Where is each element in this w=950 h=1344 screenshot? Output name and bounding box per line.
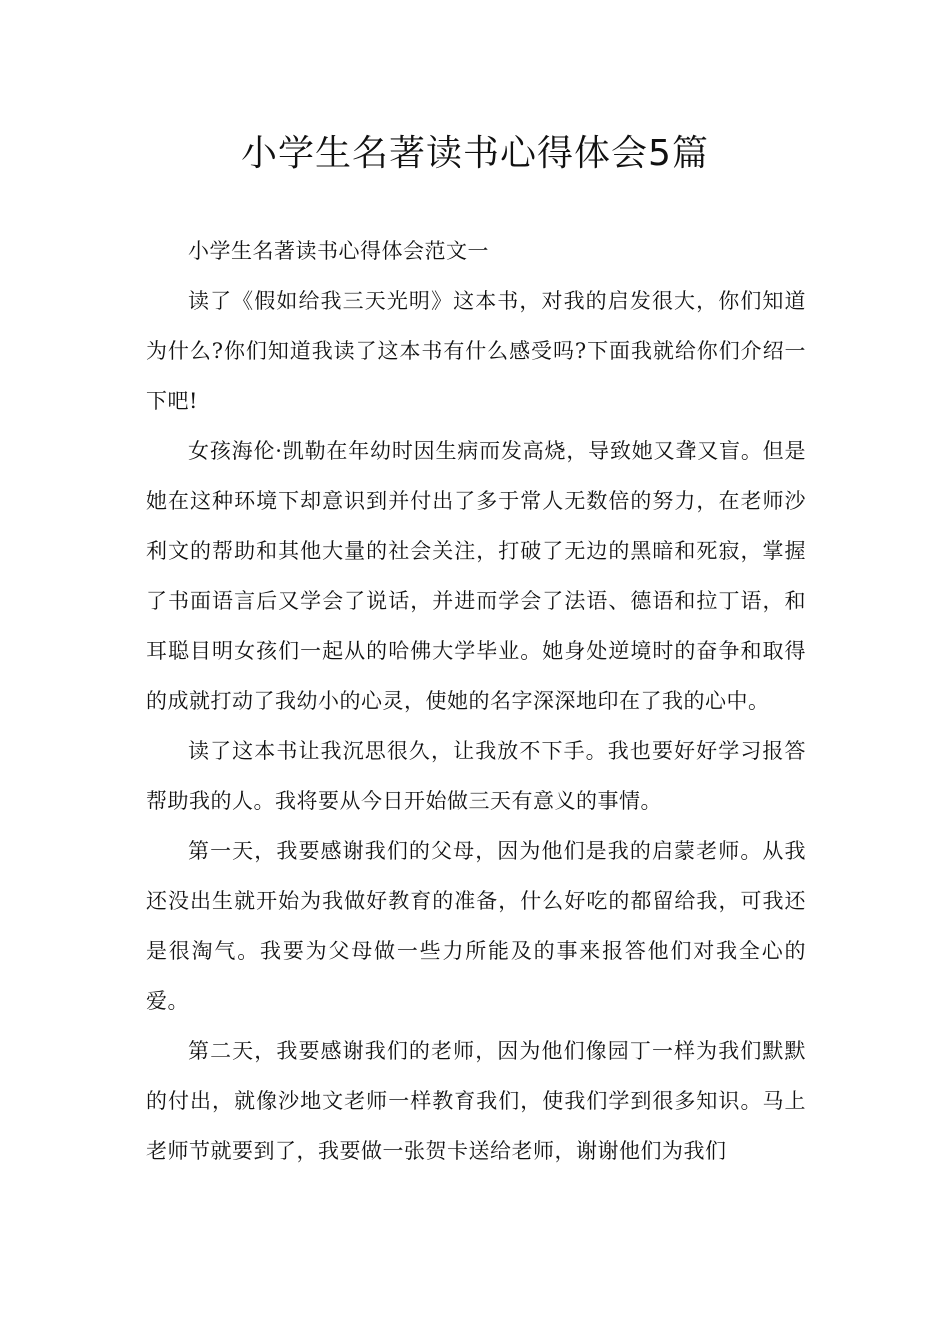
paragraph: 读了《假如给我三天光明》这本书，对我的启发很大，你们知道为什么?你们知道我读了这本书有什么感受吗?下面我就给你们介绍一下吧! [146, 289, 806, 413]
document-body [146, 226, 806, 1176]
paragraph: 读了这本书让我沉思很久，让我放不下手。我也要好好学习报答帮助我的人。我将要从今日开始做三天有意义的事情。 [146, 739, 806, 813]
paragraph: 女孩海伦·凯勒在年幼时因生病而发高烧，导致她又聋又盲。但是她在这种环境下却意识到并付出了多于常人无数倍的努力，在老师沙利文的帮助和其他大量的社会关注，打破了无边的黑暗和死寂，掌握了书面语言后又学会了说话，并进而学会了法语、德语和拉丁语，和耳聪目明女孩们一起从的哈佛大学毕业。她身处逆境时的奋争和取得的成就打动了我幼小的心灵，使她的名字深深地印在了我的心中。 [146, 439, 806, 713]
paragraph: 第一天，我要感谢我们的父母，因为他们是我的启蒙老师。从我还没出生就开始为我做好教育的准备，什么好吃的都留给我，可我还是很淘气。我要为父母做一些力所能及的事来报答他们对我全心的爱。 [146, 839, 806, 1013]
paragraph-section-heading: 小学生名著读书心得体会范文一 [188, 239, 489, 263]
paragraph: 第二天，我要感谢我们的老师，因为他们像园丁一样为我们默默的付出，就像沙地文老师一样教育我们，使我们学到很多知识。马上老师节就要到了，我要做一张贺卡送给老师，谢谢他们为我们 [146, 1039, 806, 1163]
document-title: 小学生名著读书心得体会5篇 [241, 133, 709, 174]
